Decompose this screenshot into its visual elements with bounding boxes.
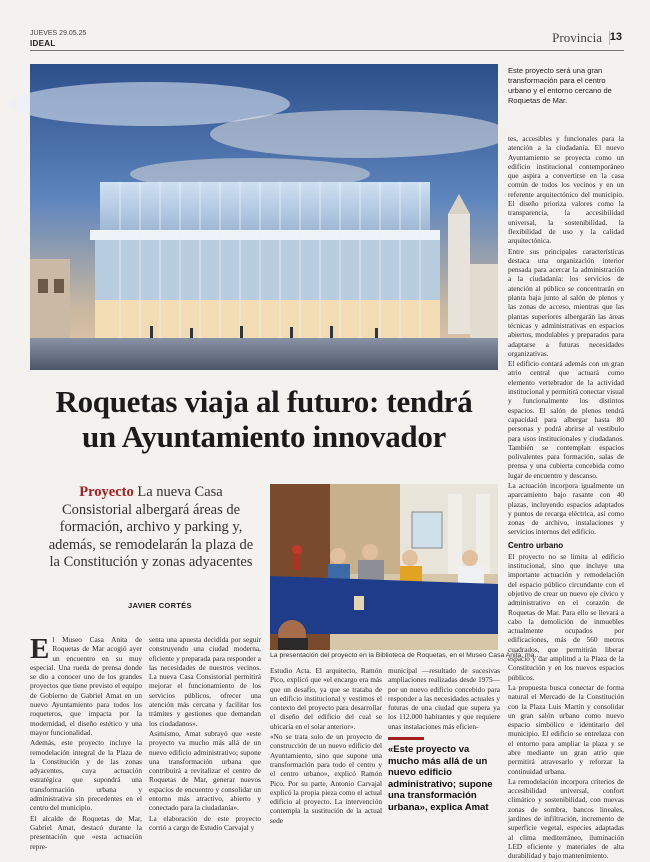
publication-name: IDEAL [30,39,56,48]
body-column-3 [270,666,382,826]
headline-line: un Ayuntamiento innovador [81,419,447,454]
paragraph: El proyecto no se limita al edificio institucional, sino que incluye una importante actuación y remodelación del espacio público circundante con el objetivo de crear un nuevo eje cívico y administrativo en el corazón de Roquetas de Mar. Para ello se llevará a cabo la demolición de inmuebles actualmente ocupados por edificaciones, más de 560 metros cuadrados, que permitirán liberar espacio y dar amplitud a la Plaza de la Constitución y en los nuevos espacios públicos. [508,551,624,682]
body-column-right [508,134,624,862]
headline-line: Roquetas viaja al futuro: tendrá [55,384,473,419]
paragraph: La elaboración de este proyecto corrió a cargo de Estudio Carvajal y [149,813,261,832]
paragraph: municipal —resultado de sucesivas ampliaciones realizadas desde 1975— por un nuevo edificio concebido para responder a las necesidades actuales y futuras de una ciudad que supera ya los 112.000 habitantes y que requiere unas instalaciones más eficien- [388,666,500,731]
paragraph: Asimismo, Amat subrayó que «este proyecto va mucho más allá de un nuevo edificio administrativo; supone una transformación urbana que contribuirá a revitalizar el centro de Roquetas de Mar, generar nuevos espacios de encuentro y consolidar un entorno más atractivo, abierto y conectado para la ciudadanía». [149,728,261,813]
lead-text: La nueva Casa Consistorial albergará áreas de formación, archivo y parking y, además, se remodelarán la plaza de la Constitución y zonas adyacentes [48,484,254,570]
paragraph: Además, este proyecto incluye la remodelación integral de la Plaza de la Constitución y de las zonas adyacentes, cuya actuación estratégica que supondrá una transformación urbana y administrativa sin precedentes en el centro del municipio. [30,738,142,813]
subheading: Centro urbano [508,540,564,550]
section-name: Provincia [552,30,602,45]
paragraph [30,635,142,737]
paragraph: tes, accesibles y funcionales para la atención a la ciudadanía. El nuevo Ayuntamiento se proyecta como un edificio institucional contemporáneo que aspira a convertirse en la casa común de todos los vecinos y en un referente arquitectónico del municipio. El diseño prioriza valores como la transparencia, la accesibilidad universal, la sostenibilidad, la flexibilidad de uso y la calidad arquitectónica. [508,134,624,246]
paragraph: La actuación incorpora igualmente un aparcamiento bajo rasante con 40 plazas, incluyendo espacios adaptados y puntos de recarga eléctrica, así como zonas de archivo, instalaciones y servicios internos del edificio. [508,480,624,537]
body-column-1 [30,635,142,852]
lead-kicker: Proyecto [79,484,134,500]
body-column-2 [149,635,261,833]
body-column-4 [388,666,500,813]
paragraph: El alcalde de Roquetas de Mar, Gabriel Amat, destacó durante la presentación que «esta actuación repre- [30,813,142,851]
press-conference-photo [270,484,498,650]
paragraph: La remodelación incorpora criterios de accesibilidad universal, confort climático y sostenibilidad, con nuevas zonas de sombra, bancos lineales, jardines de infiltración, incremento de superficie vegetal, especies adaptadas al clima mediterráneo, iluminación LED eficiente y materiales de alta durabilidad y bajo mantenimiento. [508,776,624,861]
pull-quote: «Este proyecto va mucho más allá de un nuevo edificio administrativo; supone una transformación urbana», explica Amat [388,744,493,813]
pull-quote-rule [388,737,424,740]
paragraph: El edificio contará además con un gran atrio central que actuará como elemento vertebrador de la actividad institucional y permitirá conectar visual y funcionalmente los distintos espacios. El salón de plenos tendrá capacidad para albergar hasta 80 personas y podrá abrirse al vestíbulo para usos institucionales y ciudadanos. También se contemplan espacios polivalentes para formación, salas de prensa y una cubierta concebida como lugar de encuentro y descanso. [508,359,624,480]
page-number: 13 [609,31,622,43]
headline [30,384,498,454]
hero-render-image [30,64,498,370]
paragraph: «No se trata solo de un proyecto de construcción de un nuevo edificio del Ayuntamiento, sino que supone una transformación para todo el centro y el centro urbano», explicó Ramón Pico. Por su parte, Antonio Carvajal explicó la propia pieza como el actual edificio al proyecto. La intervención contempla la sustitución de la actual sede [270,732,382,825]
paragraph: La propuesta busca conectar de forma natural el Mercado de la Constitución con la Plaza Luis Martín y consolidar un gran salón urbano como nuevo espacio simbólico e identitario del municipio. El edificio se entrelaza con el entorno para ampliar la plaza y se abre mediante un gran atrio que permitirá atravesarlo y reforzar la continuidad urbana. [508,682,624,776]
paragraph: Estudio Acta. El arquitecto, Ramón Pico, explicó que «el encargo era más que un desafío, ya que se trataba de un edificio institucional y vestimos el contexto del proyecto para desarrollar el diseño del edificio del cual se ubicaría en el solar anterior». [270,666,382,731]
author-byline: JAVIER CORTÉS [128,601,192,610]
paragraph-text: l Museo Casa Anita de Roquetas de Mar acogió ayer un encuentro en su muy especial. Una rueda de prensa donde se dio a conocer uno de los grandes proyectos que tiene previsto el equipo de Gobierno de Gabriel Amat en un nuevo Ayuntamiento para todos los roqueteros, que impacta por la modernidad, el diseño estético y una mayor funcionalidad. [30,635,142,737]
header-rule [30,50,624,51]
photo-caption: La presentación del proyecto en la Biblioteca de Roquetas, en el Museo Casa Anita, ma... [270,652,541,659]
drop-cap: E [30,633,50,665]
issue-date: JUEVES 29.05.25 [30,30,87,37]
hero-caption: Este proyecto será una gran transformación para el centro urbano y el entorno cercano de Roquetas de Mar. [508,66,612,106]
paragraph: Entre sus principales características destaca una organización interior pensada para acercar la administración a la ciudadanía: los servicios de atención al público se concentrarán en planta baja junto al salón de plenos y las zonas de acceso, mientras que las plantas superiores albergarán las áreas técnicas y administrativas en espacios abiertos, modulables y preparados para adaptarse a futuras necesidades organizativas. [508,246,624,358]
paragraph: senta una apuesta decidida por seguir construyendo una ciudad moderna, eficiente y preparada para responder a las necesidades de nuestros vecinos. La nueva Casa Consistorial permitirá mejorar el funcionamiento de los servicios públicos, ofrecer una atención más cercana y facilitar los trámites y gestiones que demandan los ciudadanos». [149,635,261,728]
lead-paragraph [48,484,254,572]
